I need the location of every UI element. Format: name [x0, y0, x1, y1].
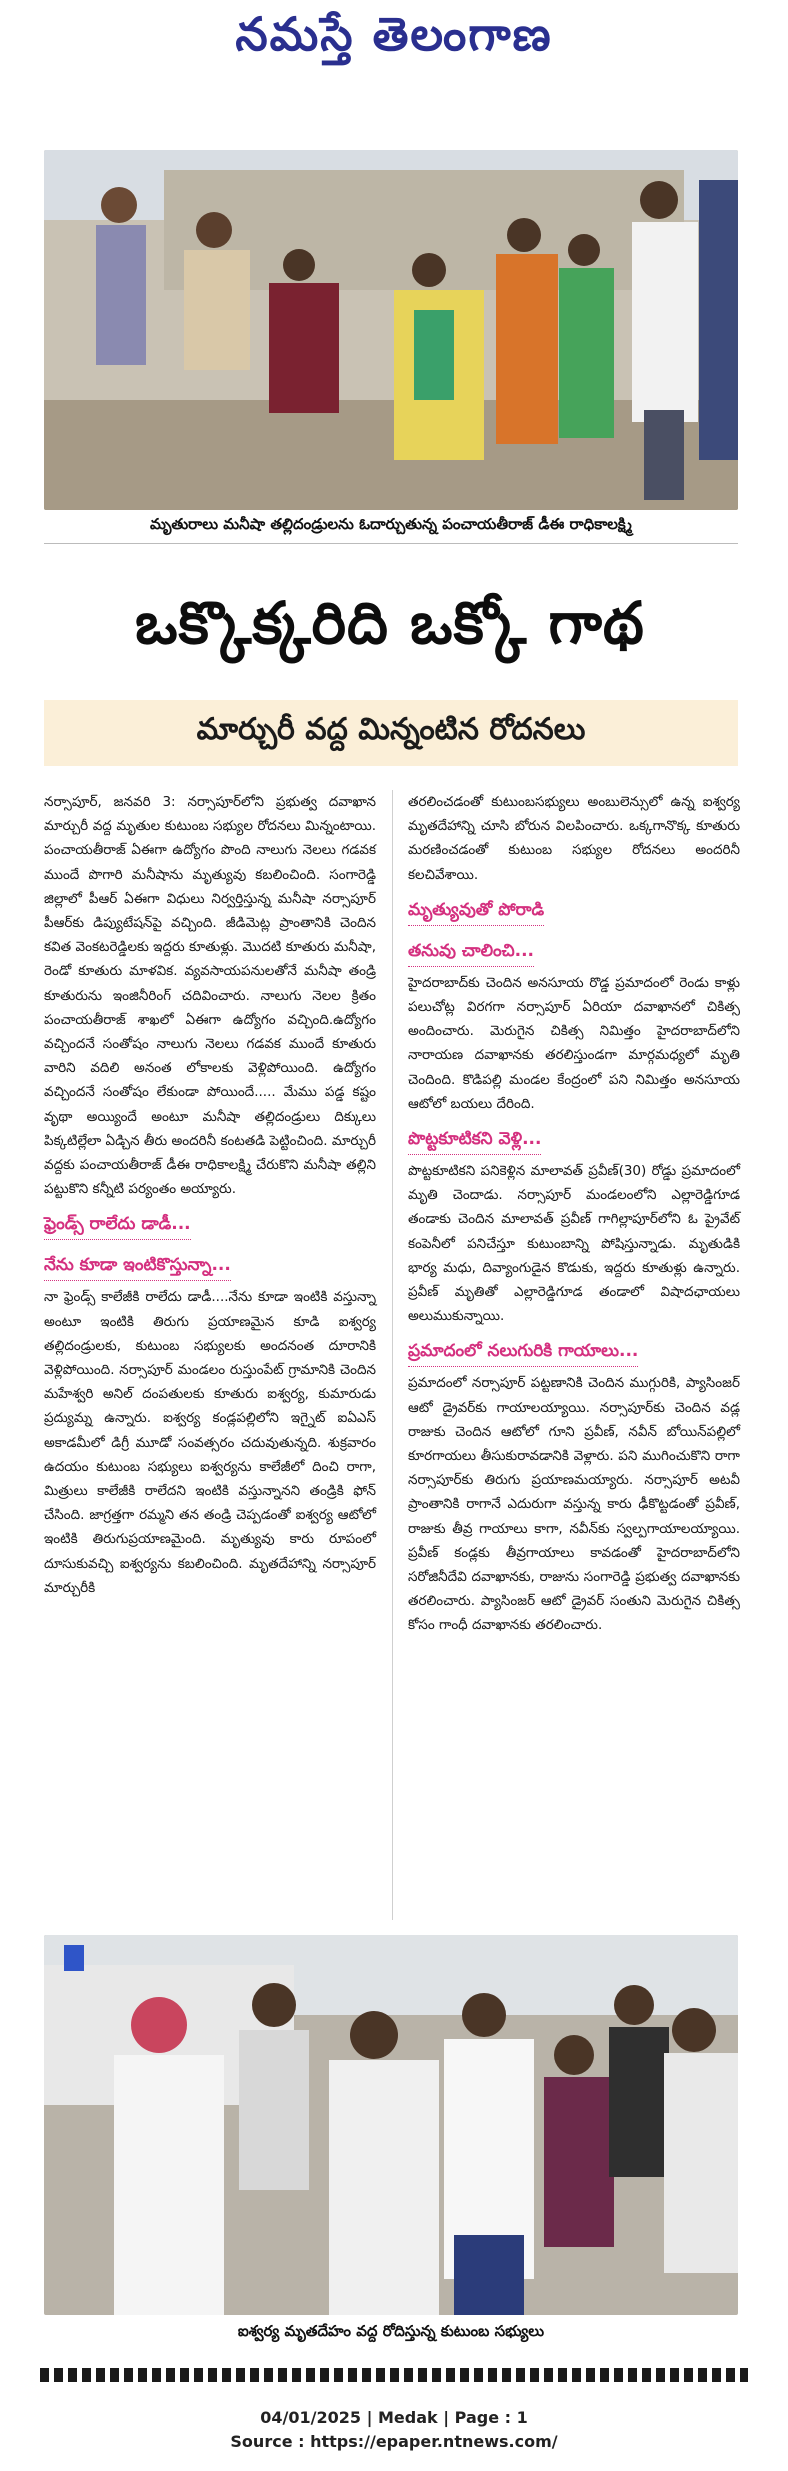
article-paragraph: నా ఫ్రెండ్స్ కాలేజీకి రాలేదు డాడీ....నేను కూడా ఇంటికి వస్తున్నా అంటూ ఇంటికి తిరుగు ప్రయాణమైన కూడి ఐశ్వర్య తల్లిదండ్రులకు, కుటుంబ సభ్యులకు అందనంత దూరానికి వెళ్లిపోయింది. నర్సాపూర్ మండలం రుస్తుంపేట్ గ్రామానికి చెందిన మహేశ్వరి అనిల్ దంపతులకు కూతురు ఐశ్వర్య, కుమారుడు ప్రద్యుమ్న ఉన్నారు. ఐశ్వర్య కండ్లపల్లిలోని ఇగ్నైట్ ఐఏఎస్ అకాడమీలో డిగ్రీ మూడో సంవత్సరం చదువుతున్నది. శుక్రవారం ఉదయం కుటుంబ సభ్యులు ఐశ్వర్యను కాలేజీలో దించి రాగా, మిత్రులు కాలేజీకి రాలేదని ఇంటికి వస్తున్నానని తండ్రికి ఫోన్ చేసింది. జాగ్రత్తగా రమ్మని తన తండ్రి చెప్పడంతో ఐశ్వర్య ఆటోలో ఇంటికి తిరుగుప్రయాణమైంది. మృత్యువు కారు రూపంలో దూసుకువచ్చి ఐశ్వర్యను కబలించింది. మృతదేహాన్ని నర్సాపూర్ మార్చురీకి — [44, 1289, 376, 1596]
column-divider — [392, 790, 393, 1920]
bottom-photo-illustration — [44, 1935, 738, 2315]
section-subheading: తనువు చాలించి... — [408, 936, 534, 967]
article-column-left — [44, 790, 376, 1602]
top-photo-illustration — [44, 150, 738, 510]
article-paragraph: తరలించడంతో కుటుంబసభ్యులు అంబులెన్సులో ఉన్న ఐశ్వర్య మృతదేహాన్ని చూసి బోరున విలపించారు. ఒక్కగానొక్క కూతురు మరణించడంతో కుటుంబ సభ్యుల రోదనలు అందరినీ కలచివేశాయి. — [408, 794, 740, 883]
section-subheading: పొట్టకూటికని వెళ్లి... — [408, 1124, 541, 1155]
article-column-right — [408, 790, 740, 1640]
subheadline-band — [44, 700, 738, 766]
article-paragraph: నర్సాపూర్, జనవరి 3: నర్సాపూర్‌లోని ప్రభుత్వ దవాఖాన మార్చురీ వద్ద మృతుల కుటుంబ సభ్యుల రోదనలు మిన్నంటాయి. పంచాయతీరాజ్ ఏఈగా ఉద్యోగం పొంది నాలుగు నెలలు గడవక ముందే పొగారి మనీషాను మృత్యువు కబలించింది. సంగారెడ్డి జిల్లాలో పీఆర్ ఏఈగా విధులు నిర్వర్తిస్తున్న మనీషా నర్సాపూర్ పీఆర్‌కు డిప్యుటేషన్‌పై వచ్చింది. జీడిమెట్ల ప్రాంతానికి చెందిన కవిత వెంకటరెడ్డిలకు ఇద్దరు కూతుళ్లు. మొదటి కూతురు మనీషా, రెండో కూతురు మాళవిక. వ్యవసాయపనులతోనే మనీషా తండ్రి కూతురును ఇంజినీరింగ్ చదివించారు. నాలుగు నెలల క్రితం పంచాయతీరాజ్ శాఖలో ఏఈగా ఉద్యోగం వచ్చింది.ఉద్యోగం వచ్చిందనే సంతోషం నాలుగు నెలలు గడవక ముందే కూతురు వారిని వదిలి అనంత లోకాలకు వెళ్లిపోయింది. ఉద్యోగం వచ్చిందనే సంతోషం లేకుండా పోయిందే..... మేము పడ్డ కష్టం వృథా అయ్యిందే అంటూ మనీషా తల్లిదండ్రులు దిక్కులు పిక్కటిల్లేలా ఏడ్చిన తీరు అందరినీ కంటతడి పెట్టించింది. మార్చురీ వద్దకు పంచాయతీరాజ్ డీఈ రాధికాలక్ష్మి చేరుకొని మనీషా తల్లిని పట్టుకొని కన్నీటి పర్యంతం అయ్యారు. — [44, 794, 376, 1198]
article-paragraph: పొట్టకూటికని పనికెళ్లిన మాలావత్ ప్రవీణ్(30) రోడ్డు ప్రమాదంలో మృతి చెందాడు. నర్సాపూర్ మండలంలోని ఎల్లారెడ్డిగూడ తండాకు చెందిన మాలావత్ ప్రవీణ్ గాగిల్లాపూర్‌లోని ఓ ప్రైవేట్ కంపెనీలో పనిచేస్తూ కుటుంబాన్ని పోషిస్తున్నాడు. మృతుడికి భార్య మధు, దివ్యాంగుడైన కొడుకు, ఇద్దరు కూతుళ్లు ఉన్నారు. ప్రవీణ్ మృతితో ఎల్లారెడ్డిగూడ తండాలో విషాదఛాయలు అలుముకున్నాయి. — [408, 1163, 740, 1325]
bottom-photo-caption: ఐశ్వర్య మృతదేహం వద్ద రోదిస్తున్న కుటుంబ సభ్యులు — [237, 2322, 545, 2340]
next-story-strip — [40, 2368, 748, 2382]
masthead — [0, 0, 788, 80]
section-subheading: ప్రమాదంలో నలుగురికి గాయాలు... — [408, 1336, 638, 1367]
section-subheading: నేను కూడా ఇంటికొస్తున్నా... — [44, 1250, 231, 1281]
top-news-photo — [44, 150, 738, 510]
footer-date-edition: 04/01/2025 | Medak | Page : 1 — [260, 2408, 528, 2427]
article-paragraph: హైదరాబాద్‌కు చెందిన అనసూయ రొడ్డ ప్రమాదంలో రెండు కాళ్లు పలుచోట్ల విరగగా నర్సాపూర్ ఏరియా దవాఖానలో చికిత్స అందించారు. మెరుగైన చికిత్స నిమిత్తం హైదరాబాద్‌లోని నారాయణ దవాఖానకు తరలిస్తుండగా మార్గమధ్యలో మృతి చెందింది. కొడిపల్లి మండల కేంద్రంలో పని నిమిత్తం అనసూయ ఆటోలో బయలు దేరింది. — [408, 974, 740, 1112]
bottom-news-photo — [44, 1935, 738, 2315]
section-subheading: ఫ్రెండ్స్ రాలేదు డాడీ... — [44, 1209, 191, 1240]
article-paragraph: ప్రమాదంలో నర్సాపూర్ పట్టణానికి చెందిన ముగ్గురికి, ప్యాసింజర్ ఆటో డ్రైవర్‌కు గాయాలయ్యాయి. నర్సాపూర్‌కు చెందిన వడ్ల రాజుకు చెందిన ఆటోలో గూని ప్రవీణ్, నవీన్ బోయిన్‌పల్లిలో కూరగాయలు తీసుకురావడానికి వెళ్లారు. పని ముగించుకొని రాగా నర్సాపూర్‌కు తిరుగు ప్రయాణమయ్యారు. నర్సాపూర్ అటవీ ప్రాంతానికి రాగానే ఎదురుగా వస్తున్న కారు ఢీకొట్టడంతో ప్రవీణ్, రాజుకు తీవ్ర గాయాలు కాగా, నవీన్‌కు స్వల్పగాయాలయ్యాయి. ప్రవీణ్ కండ్లకు తీవ్రగాయాలు కావడంతో హైదరాబాద్‌లోని సరోజినీదేవి దవాఖానకు, రాజును సంగారెడ్డి ప్రభుత్వ దవాఖానకు తరలించారు. ప్యాసింజర్ ఆటో డ్రైవర్ సంతుని మెరుగైన చికిత్స కోసం గాంధీ దవాఖానకు తరలించారు. — [408, 1375, 740, 1634]
footer-source: Source : https://epaper.ntnews.com/ — [230, 2432, 558, 2451]
main-headline: ఒక్కొక్కరిది ఒక్కో గాథ — [135, 588, 645, 657]
section-subheading: మృత్యువుతో పోరాడి — [408, 895, 544, 926]
masthead-logo-text: నమస్తే తెలంగాణ — [235, 7, 553, 61]
top-photo-caption: మృతురాలు మనీషా తల్లిదండ్రులను ఓదార్చుతున్న పంచాయతీరాజ్ డీఈ రాధికాలక్ష్మి — [44, 515, 738, 544]
subheadline: మార్చురీ వద్ద మిన్నంటిన రోదనలు — [196, 712, 586, 747]
